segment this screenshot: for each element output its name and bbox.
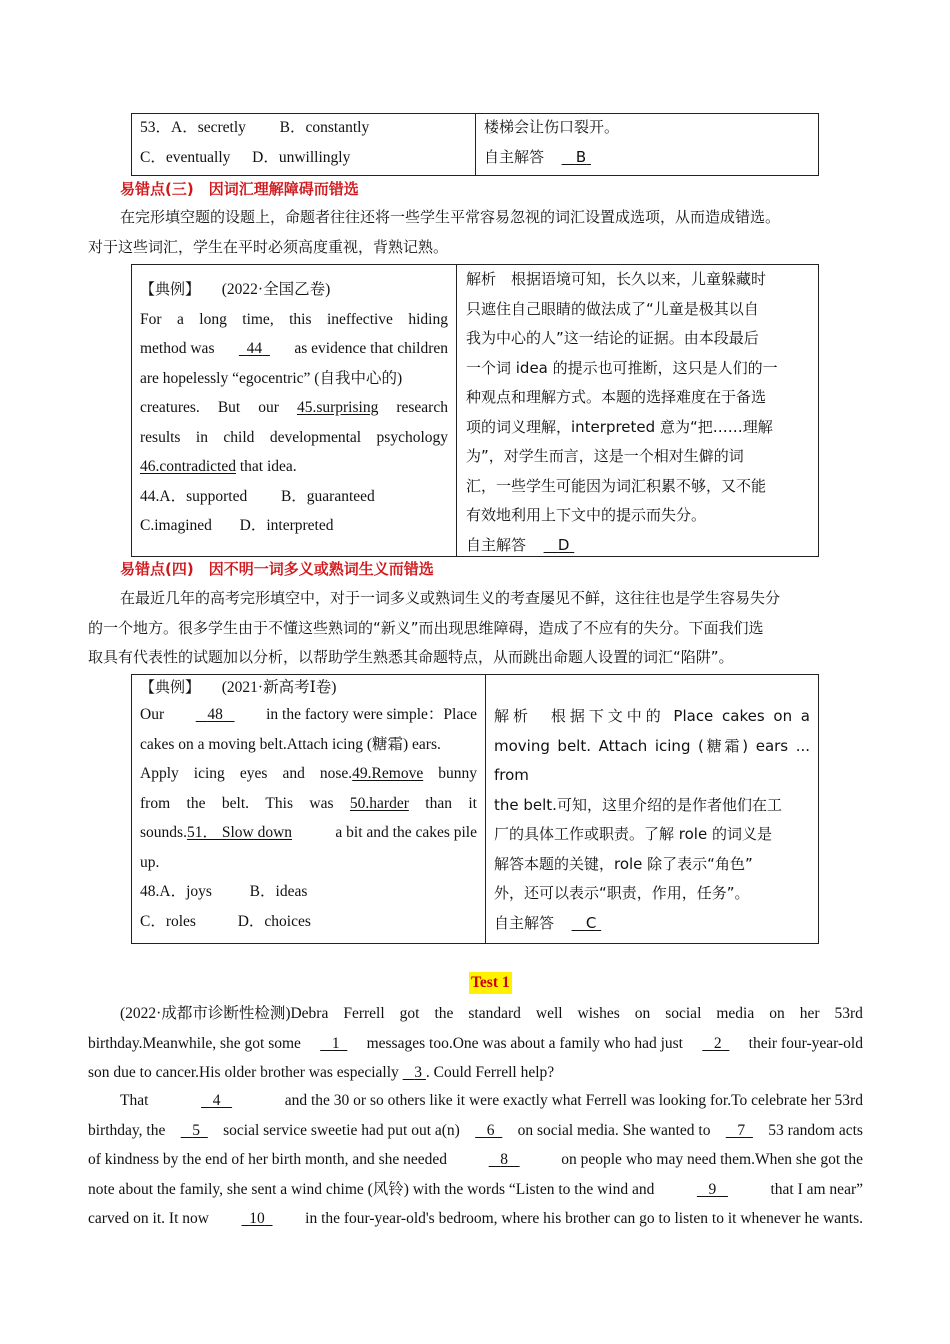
- q53-option-a: 53．A．secretly: [140, 119, 246, 136]
- q53-option-c: C．eventually: [140, 148, 231, 166]
- word: ineffective: [326, 310, 393, 328]
- example-tag: 【典例】: [140, 678, 201, 696]
- word: developmental: [269, 428, 362, 446]
- text-fragment: note about the family, she sent a wind chime (风铃) with the words “Listen to the wind and: [88, 1180, 655, 1198]
- answer-value: B: [575, 147, 587, 166]
- word: long: [199, 310, 227, 328]
- example1-passage-cell: [140, 265, 448, 556]
- text-fragment: on social media. She wanted to: [517, 1121, 711, 1139]
- text-line: are hopelessly “egocentric” (自我中心的): [140, 369, 403, 387]
- word: social: [665, 1005, 702, 1022]
- q53-analysis-cell: [484, 114, 814, 175]
- word: For: [140, 310, 162, 328]
- underlined-word-45: 45.surprising: [296, 399, 379, 416]
- answer-label: 自主解答: [466, 535, 527, 554]
- word: But: [217, 399, 241, 416]
- blank-4: 4: [212, 1092, 221, 1109]
- option-48b: B．ideas: [249, 883, 308, 900]
- underlined-word-46: 46.contradicted: [140, 458, 236, 475]
- word: icing: [193, 765, 225, 782]
- word: in: [195, 428, 208, 446]
- analysis-line: 有效地利用上下文中的提示而失分。: [466, 506, 707, 524]
- paragraph-line: 取具有代表性的试题加以分析，以帮助学生熟悉其命题特点，从而跳出命题人设置的词汇“陷阱”。: [88, 648, 734, 666]
- answer-value: D: [557, 535, 570, 554]
- word: well: [535, 1005, 563, 1022]
- test-title: Test 1: [469, 972, 512, 994]
- word: hiding: [408, 310, 448, 328]
- option-48d: D．choices: [237, 912, 311, 930]
- word: (2022·成都市诊断性检测)Debra: [120, 1005, 329, 1022]
- word: got: [399, 1005, 420, 1022]
- option-44c: C.imagined: [140, 517, 212, 534]
- word: this: [289, 310, 312, 328]
- analysis-line: 解答本题的关键，role 除了表示“角色”: [494, 854, 753, 873]
- word: Apply: [140, 765, 179, 782]
- test1-paragraph-2: [88, 1086, 863, 1234]
- text-fragment: son due to cancer.His older brother was especially: [88, 1064, 399, 1081]
- error3-paragraph: [88, 203, 863, 262]
- analysis-line: 只遮住自己眼睛的做法成了“儿童是极其以自: [466, 299, 759, 318]
- word: on: [769, 1005, 785, 1022]
- table-q53: [131, 113, 819, 176]
- test1-paragraph-1: [88, 999, 863, 1088]
- error4-paragraph: [88, 584, 863, 673]
- blank-48: 48: [207, 706, 223, 723]
- word: the: [434, 1005, 454, 1022]
- text-fragment: a bit and the cakes pile: [335, 824, 477, 841]
- analysis-line: 为”，对学生而言，这是一个相对生僻的词: [466, 447, 744, 465]
- analysis-line: 汇，一些学生可能因为词汇积累不够，又不能: [466, 476, 767, 495]
- answer-value: C: [585, 913, 597, 932]
- word: from: [140, 794, 171, 812]
- text-fragment: and the 30 or so others like it were exactly what Ferrell was looking for.To celebrate her 53rd: [284, 1092, 863, 1109]
- word: nose.: [319, 765, 353, 782]
- option-44b: B．guaranteed: [280, 487, 375, 505]
- text-fragment: on people who may need them.When she got the: [561, 1151, 863, 1168]
- q53-analysis-text: 楼梯会让伤口裂开。: [484, 118, 620, 136]
- text-fragment: method was: [140, 340, 215, 357]
- paragraph-line: 对于这些词汇，学生在平时必须高度重视，背熟记熟。: [88, 237, 449, 256]
- word: results: [140, 428, 181, 446]
- text-fragment: their four-year-old: [748, 1034, 863, 1052]
- blank-10: 10: [249, 1210, 265, 1227]
- text-line: up.: [140, 853, 160, 871]
- analysis-line: 我为中心的人”这一结论的证据。由本段最后: [466, 329, 759, 347]
- analysis-line: moving belt. Attach icing (糖霜) ears ... from: [494, 736, 810, 784]
- text-fragment: in the four-year-old's bedroom, where his brother can go to listen to it whenever he wants.: [305, 1210, 863, 1227]
- text-fragment: birthday, the: [88, 1121, 166, 1139]
- blank-2: 2: [713, 1034, 722, 1052]
- analysis-line: 外，还可以表示“职责，作用，任务”。: [494, 884, 750, 902]
- text-fragment: carved on it. It now: [88, 1210, 209, 1227]
- table-divider: [456, 265, 457, 556]
- word: psychology: [376, 428, 448, 446]
- word: the: [186, 794, 206, 812]
- word: it: [468, 794, 477, 812]
- analysis-line: 项的词义理解，interpreted 意为“把……理解: [466, 417, 773, 436]
- q53-options-cell: [140, 114, 470, 175]
- example-source: (2021·新高考Ⅰ卷): [221, 679, 337, 696]
- word: on: [634, 1005, 651, 1022]
- word: child: [223, 428, 255, 446]
- answer-label: 自主解答: [484, 147, 545, 166]
- example-tag: 【典例】: [140, 280, 201, 298]
- text-fragment: that idea.: [239, 458, 297, 475]
- word: This: [265, 794, 293, 812]
- word: bunny: [438, 765, 477, 782]
- word: her: [799, 1005, 820, 1022]
- word: standard: [468, 1005, 521, 1022]
- word: That: [120, 1092, 149, 1109]
- analysis-line: 一个词 idea 的提示也可推断，这只是人们的一: [466, 358, 778, 377]
- blank-8: 8: [500, 1151, 508, 1168]
- word: was: [309, 794, 334, 812]
- paragraph-line: 在完形填空题的设题上，命题者往往还将一些学生平常容易忽视的词汇设置成选项，从而造成错选。: [120, 208, 781, 226]
- option-48c: C．roles: [140, 912, 196, 930]
- text-fragment: . Could Ferrell help?: [425, 1064, 555, 1081]
- section-heading-error3: 易错点(三) 因词汇理解障碍而错选: [120, 180, 359, 198]
- word: a: [176, 310, 184, 328]
- text-fragment: in the factory were simple：Place: [266, 706, 477, 723]
- word: time,: [242, 310, 274, 328]
- word: creatures.: [140, 399, 200, 416]
- q53-option-d: D．unwillingly: [252, 148, 351, 166]
- word: media: [716, 1005, 755, 1022]
- option-48a: 48.A．joys: [140, 883, 212, 900]
- answer-label: 自主解答: [494, 913, 555, 932]
- paragraph-line: 在最近几年的高考完形填空中，对于一词多义或熟词生义的考查屡见不鲜，这往往也是学生容易失分: [120, 589, 781, 607]
- analysis-line: 解析 根据下文中的 Place cakes on a: [494, 707, 810, 725]
- example2-analysis-cell: [494, 675, 810, 943]
- word: than: [425, 794, 452, 812]
- text-fragment: messages too.One was about a family who had just: [366, 1034, 683, 1052]
- text-fragment: social service sweetie had put out a(n): [223, 1121, 460, 1139]
- paragraph-line: 的一个地方。很多学生由于不懂这些熟词的“新义”而出现思维障碍，造成了不应有的失分。下面我们选: [88, 618, 764, 637]
- word: 53rd: [834, 1005, 863, 1022]
- text-fragment: birthday.Meanwhile, she got some: [88, 1034, 301, 1052]
- example-table-2021: [131, 674, 819, 944]
- table-divider: [485, 675, 486, 943]
- word: belt.: [221, 794, 250, 812]
- analysis-line: 种观点和理解方式。本题的选择难度在于备选: [466, 388, 767, 406]
- example1-analysis-cell: [466, 265, 812, 556]
- underlined-word-49: 49.Remove: [352, 765, 424, 782]
- word: sounds.: [140, 824, 187, 841]
- word: eyes: [239, 765, 268, 782]
- analysis-line: the belt.可知，这里介绍的是作者他们在工: [494, 795, 782, 814]
- underlined-phrase-51: 51． Slow down: [186, 824, 293, 841]
- underlined-word-50: 50.harder: [349, 794, 409, 812]
- option-44d: D．interpreted: [239, 517, 334, 534]
- word: wishes: [577, 1005, 620, 1022]
- example-source: (2022·全国乙卷): [221, 281, 331, 298]
- word: and: [282, 765, 305, 782]
- text-fragment: that I am near”: [770, 1180, 863, 1198]
- blank-9: 9: [708, 1180, 717, 1198]
- blank-3: 3: [414, 1064, 423, 1081]
- analysis-line: 解析 根据语境可知，长久以来，儿童躲藏时: [466, 270, 767, 288]
- word: Ferrell: [343, 1005, 385, 1022]
- blank-44: 44: [246, 340, 263, 357]
- word: our: [258, 399, 279, 416]
- option-44a: 44.A．supported: [140, 487, 248, 505]
- blank-5: 5: [192, 1121, 201, 1139]
- word: research: [396, 399, 448, 416]
- table-divider: [475, 114, 476, 175]
- analysis-line: 厂的具体工作或职责。了解 role 的词义是: [494, 825, 772, 843]
- word: Our: [140, 706, 165, 723]
- blank-7: 7: [737, 1121, 746, 1139]
- example-table-2022: [131, 264, 819, 557]
- example2-passage-cell: [140, 675, 477, 943]
- text-fragment: as evidence that children: [294, 340, 448, 357]
- section-heading-error4: 易错点(四) 因不明一词多义或熟词生义而错选: [120, 560, 434, 578]
- q53-option-b: B．constantly: [279, 119, 370, 136]
- text-line: cakes on a moving belt.Attach icing (糖霜) ears.: [140, 735, 441, 753]
- text-fragment: 53 random acts: [768, 1121, 863, 1139]
- text-fragment: of kindness by the end of her birth month, and she needed: [88, 1151, 447, 1168]
- blank-1: 1: [331, 1034, 340, 1052]
- blank-6: 6: [486, 1121, 495, 1139]
